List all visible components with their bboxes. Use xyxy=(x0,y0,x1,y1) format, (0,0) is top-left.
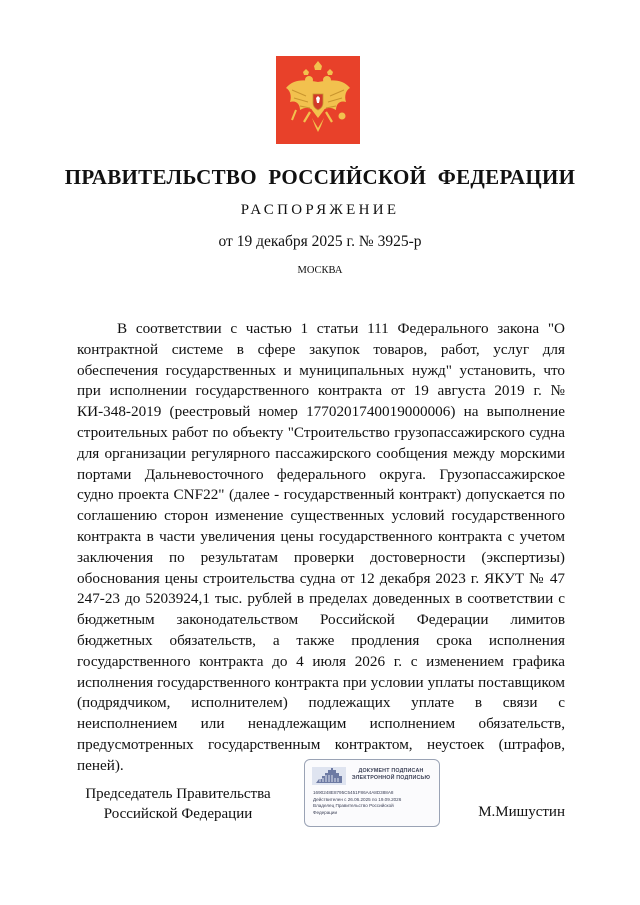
electronic-signature-stamp xyxy=(304,759,440,827)
signer-name: М.Мишустин xyxy=(478,804,565,820)
stamp-certificate: 1690248E8795C5451F86A4A8D388A8 xyxy=(313,790,394,795)
stamp-details xyxy=(313,790,437,816)
stamp-validity: Действителен с 26.06.2025 по 19.09.2026 xyxy=(313,796,402,802)
stamp-title-line2: ЭЛЕКТРОННОЙ ПОДПИСЬЮ xyxy=(351,775,431,781)
government-building-icon xyxy=(312,767,346,785)
stamp-owner-line2: Федерации xyxy=(313,809,338,815)
signer-position-line2: Российской Федерации xyxy=(103,806,253,822)
stamp-title xyxy=(347,768,435,782)
document-date-number: от 19 декабря 2025 г. № 3925-р xyxy=(218,233,422,250)
coat-of-arms-emblem xyxy=(276,56,360,144)
signer-position xyxy=(78,784,278,824)
government-title: ПРАВИТЕЛЬСТВО РОССИЙСКОЙ ФЕДЕРАЦИИ xyxy=(64,165,576,189)
stamp-title-line1: ДОКУМЕНТ ПОДПИСАН xyxy=(358,768,424,774)
signer-position-line1: Председатель Правительства xyxy=(85,786,271,802)
stamp-owner-line1: Владелец Правительство Российской xyxy=(313,803,394,808)
document-city: МОСКВА xyxy=(297,265,343,276)
russian-coat-of-arms-icon xyxy=(276,56,360,144)
order-body-paragraph: В соответствии с частью 1 статьи 111 Федерального закона "О контрактной системе в сфере закупок товаров, работ, услуг для обеспечения государственных и муниципальных нужд" установить, что при исполнении государственного контракта от 19 августа 2019 г. № КИ-348-2019 (реестровый номер 1770201740019000006) на выполнение строительных работ по объекту "Строительство грузопассажирского судна для организации регулярного пассажирского сообщения между морскими портами Дальневосточного федерального округа. Грузопассажирское судно проекта CNF22" (далее - государственный контракт) допускается по соглашению сторон изменение существенных условий государственного контракта в части увеличения цены государственного контракта с учетом заключения по результатам проверки достоверности (экспертизы) обоснования цены строительства судна от 12 декабря 2023 г. ЯКУТ № 47 247-23 до 5203924,1 тыс. рублей в пределах доведенных в соответствии с бюджетным законодательством Российской Федерации лимитов бюджетных обязательств, а также продления срока исполнения государственного контракта до 4 июля 2026 г. с изменением графика исполнения государственного контракта при условии уплаты поставщиком (подрядчиком, исполнителем) подлежащих уплате в связи с неисполнением или ненадлежащим исполнением обязательств, предусмотренных государственным контрактом, неустоек (штрафов, пеней). xyxy=(77,320,565,774)
document-type: РАСПОРЯЖЕНИЕ xyxy=(240,202,400,218)
